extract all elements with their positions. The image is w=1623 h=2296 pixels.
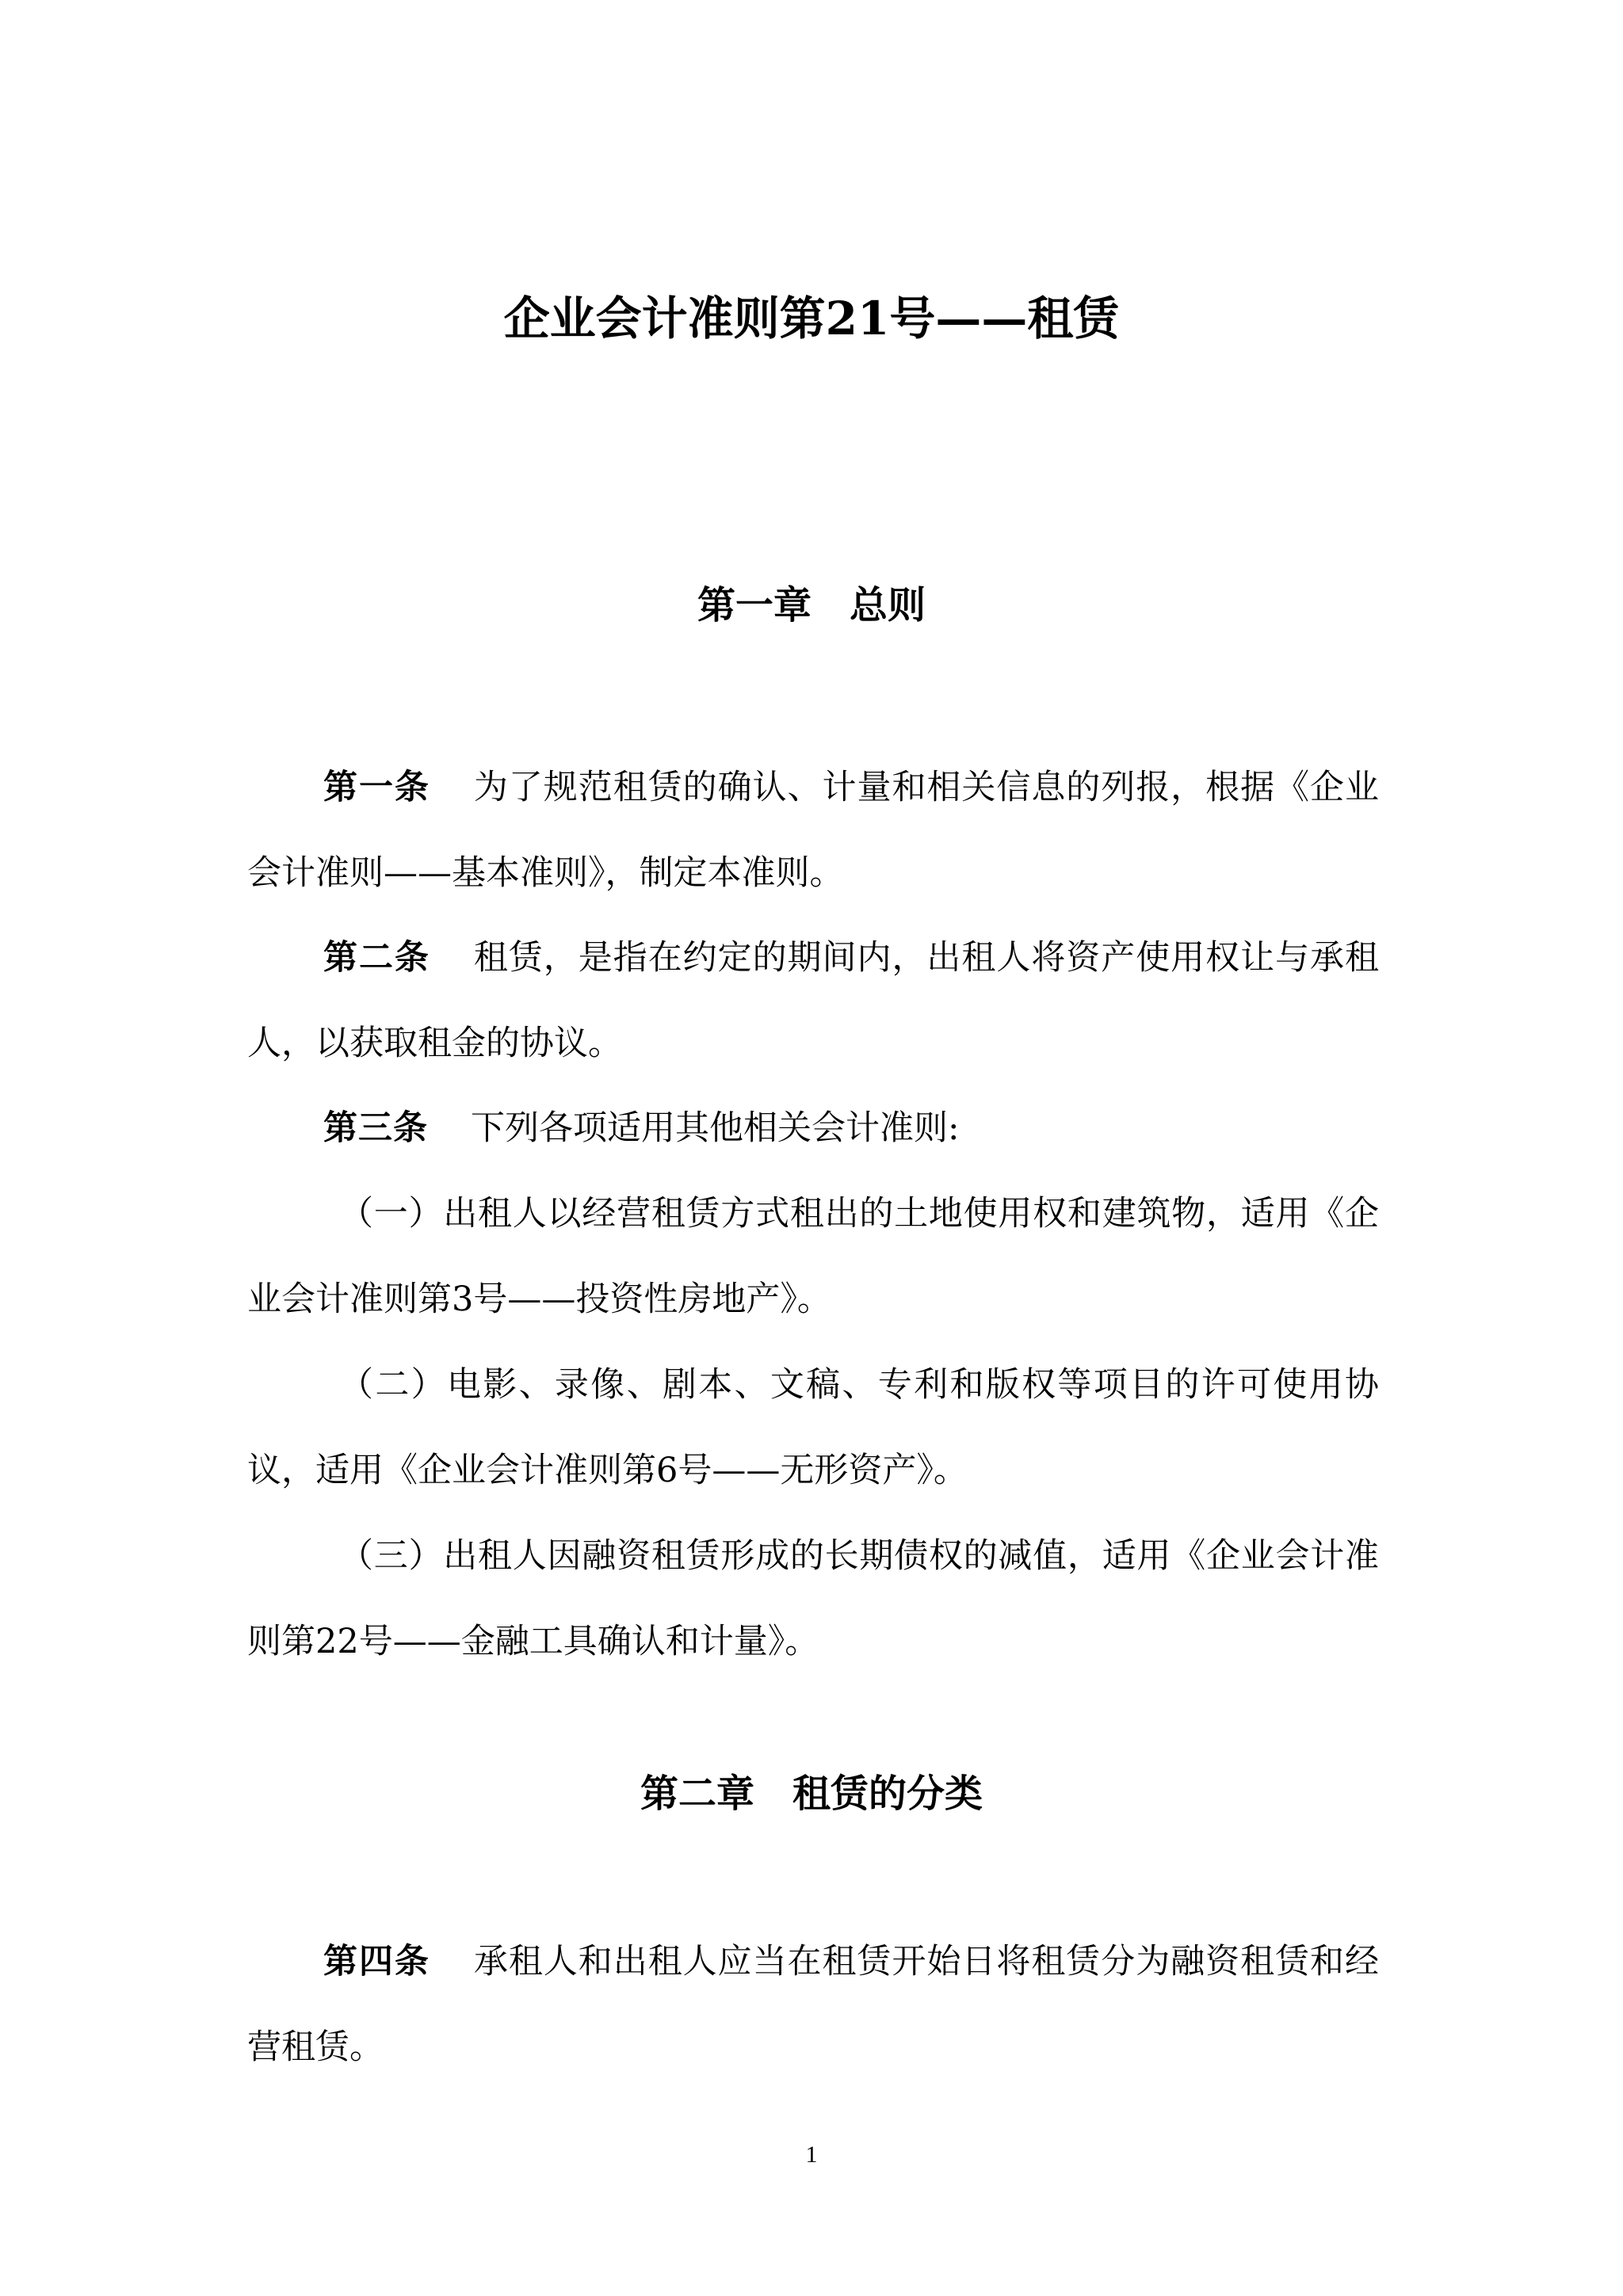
article-item: （一）出租人以经营租赁方式租出的土地使用权和建筑物，适用《企业会计准则第3号——投资性房地产》。 bbox=[247, 1194, 1379, 1319]
article-label: 第二条 bbox=[323, 938, 430, 978]
article-text: 为了规范租赁的确认、计量和相关信息的列报，根据《企业会计准则——基本准则》，制定本准则。 bbox=[247, 768, 1380, 893]
article-item: （三）出租人因融资租赁形成的长期债权的减值，适用《企业会计准则第22号——金融工具确认和计量》。 bbox=[247, 1536, 1379, 1661]
article-paragraph bbox=[247, 1085, 1379, 1171]
article-label: 第三条 bbox=[323, 1108, 428, 1148]
article-paragraph bbox=[247, 915, 1379, 1086]
article-label: 第四条 bbox=[323, 1942, 430, 1981]
article-label: 第一条 bbox=[323, 768, 430, 807]
article-item: （二）电影、录像、剧本、文稿、专利和版权等项目的许可使用协议，适用《企业会计准则第6号——无形资产》。 bbox=[247, 1365, 1379, 1490]
article-text: 承租人和出租人应当在租赁开始日将租赁分为融资租赁和经营租赁。 bbox=[247, 1942, 1380, 2067]
chapter-heading: 第一章 总则 bbox=[697, 583, 926, 627]
article-paragraph bbox=[247, 1919, 1379, 2090]
page-number: 1 bbox=[805, 2142, 818, 2168]
document-title: 企业会计准则第21号——租赁 bbox=[503, 292, 1120, 345]
article-paragraph bbox=[247, 745, 1379, 916]
article-text: 租赁，是指在约定的期间内，出租人将资产使用权让与承租人，以获取租金的协议。 bbox=[247, 938, 1380, 1063]
chapter-heading: 第二章 租赁的分类 bbox=[640, 1772, 983, 1816]
article-text: 下列各项适用其他相关会计准则: bbox=[471, 1108, 960, 1148]
